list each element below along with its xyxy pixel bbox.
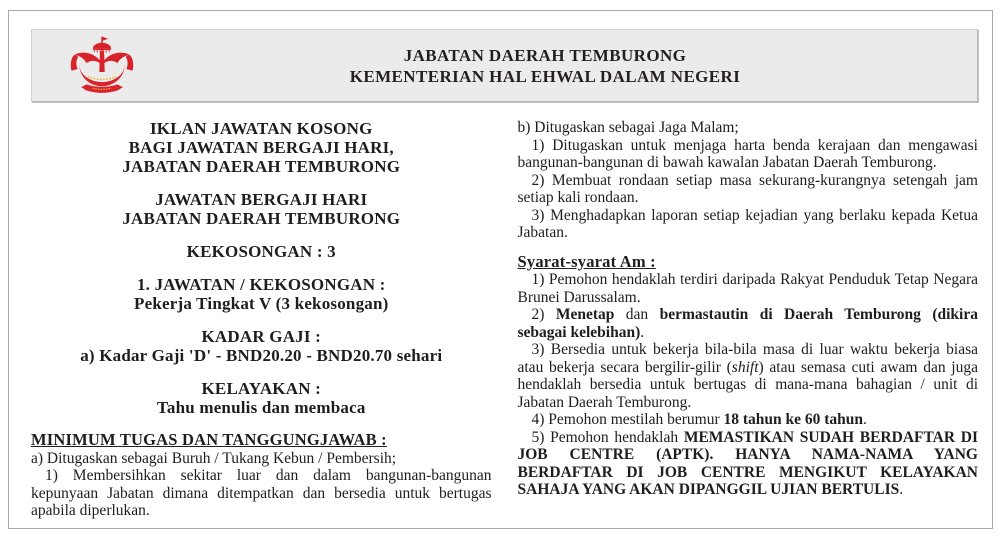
condition-item: 1) Pemohon hendaklah terdiri daripada Rakyat Penduduk Tetap Negara Brunei Darussalam. [517, 271, 978, 306]
subtitle-line: JABATAN DAERAH TEMBURONG [122, 209, 401, 228]
ministry-title: KEMENTERIAN HAL EHWAL DALAM NEGERI [349, 66, 741, 86]
title-line: IKLAN JAWATAN KOSONG [149, 119, 373, 138]
advert-title [31, 119, 492, 176]
brunei-crest-icon [65, 35, 139, 97]
document-header [31, 29, 978, 102]
salary-value: a) Kadar Gaji 'D' - BND20.20 - BND20.70 sehari [80, 346, 443, 365]
condition-item: 4) Pemohon mestilah berumur 18 tahun ke 60 tahun. [531, 411, 867, 428]
condition-item: 5) Pemohon hendaklah MEMASTIKAN SUDAH BERDAFTAR DI JOB CENTRE (APTK). HANYA NAMA-NAMA YANG BERDAFTAR DI JOB CENTRE MENGIKUT KELAYAKAN SAHAJA YANG AKAN DIPANGGIL UJIAN BERTULIS. [517, 428, 978, 498]
advert-subtitle [31, 190, 492, 228]
left-column [31, 119, 492, 520]
condition-item: 3) Bersedia untuk bekerja bila-bila masa di luar waktu bekerja biasa atau bekerja secara bergilir-gilir (shift) atau semasa cuti awam dan juga hendaklah bersedia untuk bertugas di mana-mana bahagian / unit di Jabatan Daerah Temburong. [517, 341, 978, 411]
title-line: BAGI JAWATAN BERGAJI HARI, [128, 138, 394, 157]
salary-section [31, 327, 492, 365]
duty-b-item: 3) Menghadapkan laporan setiap kejadian yang berlaku kepada Ketua Jabatan. [517, 206, 978, 241]
duty-b-item: 2) Membuat rondaan setiap masa sekurang-kurangnya setengah jam setiap kali rondaan. [517, 171, 978, 206]
document-body [31, 119, 978, 520]
vacancy-count: KEKOSONGAN : 3 [186, 242, 336, 261]
duty-b: b) Ditugaskan sebagai Jaga Malam; [517, 119, 739, 136]
qualification-value: Tahu menulis dan membaca [156, 398, 366, 417]
condition-item: 2) Menetap dan bermastautin di Daerah Temburong (dikira sebagai kelebihan). [517, 306, 978, 341]
document-page [8, 10, 993, 529]
position-heading: 1. JAWATAN / KEKOSONGAN : [136, 275, 386, 294]
title-line: JABATAN DAERAH TEMBURONG [122, 157, 401, 176]
header-titles [139, 45, 977, 87]
duty-a-item: 1) Membersihkan sekitar luar dan dalam bangunan-bangunan kepunyaan Jabatan dimana ditempatkan dan bersedia untuk bertugas apabila diperlukan. [31, 467, 492, 519]
duty-a: a) Ditugaskan sebagai Buruh / Tukang Kebun / Pembersih; [31, 449, 397, 467]
salary-heading: KADAR GAJI : [201, 327, 321, 346]
department-title: JABATAN DAERAH TEMBURONG [403, 45, 687, 65]
subtitle-line: JAWATAN BERGAJI HARI [155, 190, 368, 209]
position-section [31, 275, 492, 313]
qualification-heading: KELAYAKAN : [201, 379, 321, 398]
general-conditions-heading: Syarat-syarat Am : [517, 251, 656, 271]
qualification-section [31, 379, 492, 417]
duty-b-item: 1) Ditugaskan untuk menjaga harta benda kerajaan dan mengawasi bangunan-bangunan di bawah kawalan Jabatan Daerah Temburong. [517, 136, 978, 171]
duties-heading: MINIMUM TUGAS DAN TANGGUNGJAWAB : [31, 430, 387, 449]
position-value: Pekerja Tingkat V (3 kekosongan) [133, 294, 389, 313]
right-column [518, 119, 979, 520]
